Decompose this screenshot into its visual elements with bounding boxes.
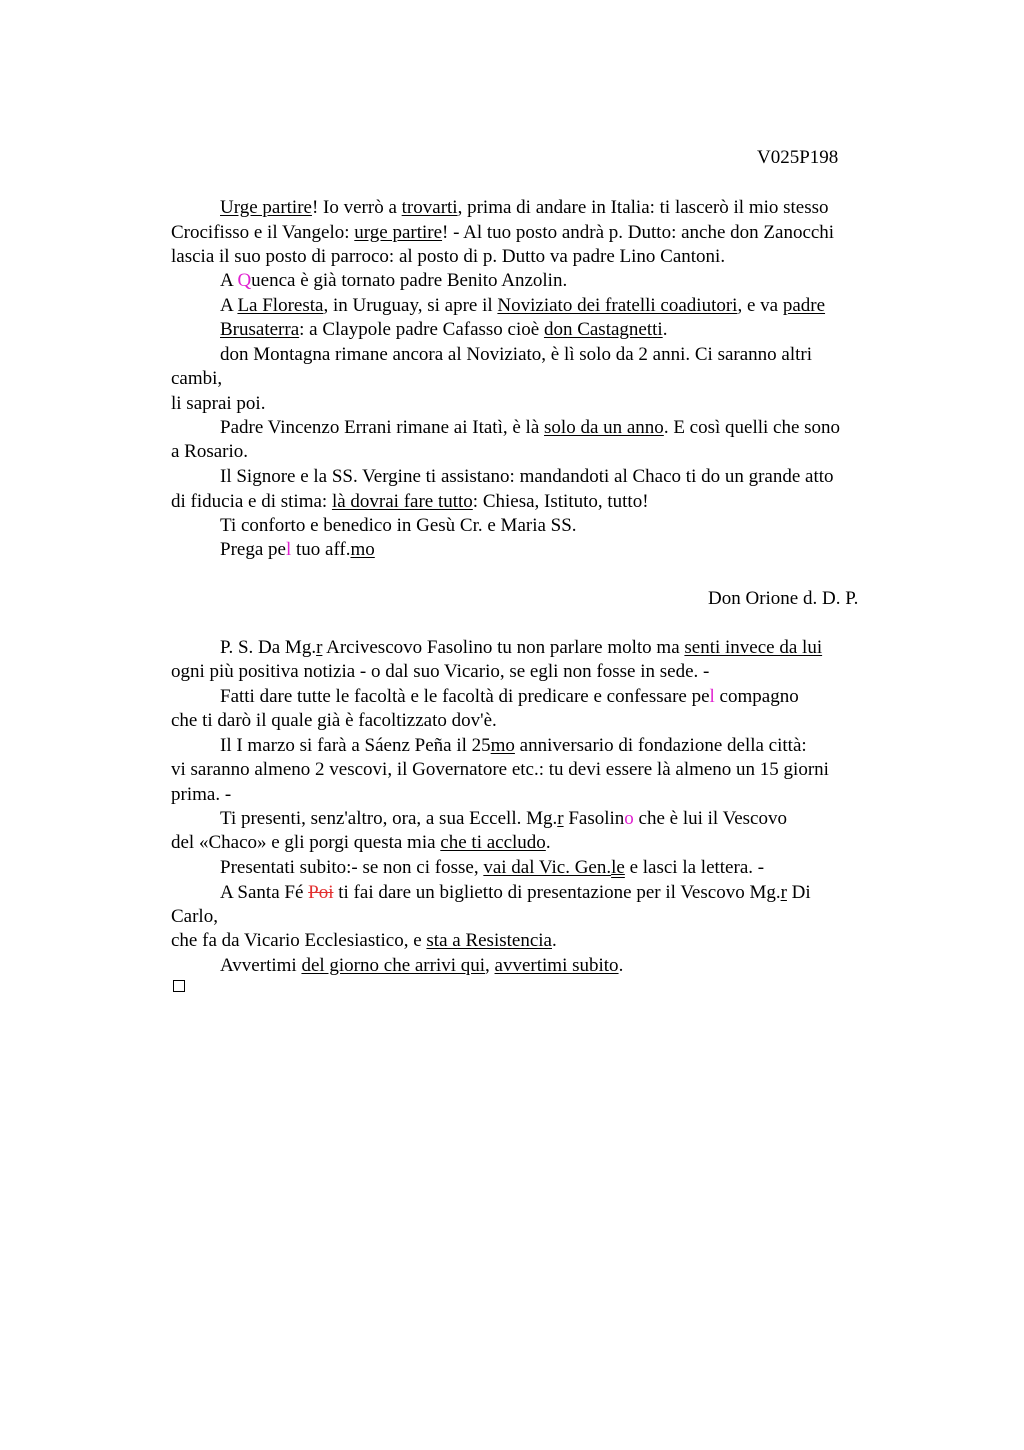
underlined-text: sta a Resistencia [426, 930, 552, 951]
underlined-text: don Castagnetti [543, 319, 663, 340]
underlined-text: che ti accludo [440, 832, 546, 853]
underlined-text: r [316, 637, 323, 658]
letter-line-3: lascia il suo posto di parroco: al posto di p. Dutto va padre Lino Cantoni. [171, 246, 726, 267]
letter-line-7: don Montagna rimane ancora al Noviziato, è lì solo da 2 anni. Ci saranno altri [220, 344, 812, 365]
underlined-text: La Floresta [237, 295, 324, 316]
postscript-line-11: A Santa Fé Poi ti fai dare un biglietto di presentazione per il Vescovo Mg.r Di [220, 882, 811, 903]
editorial-correction: l [285, 539, 292, 560]
postscript-line-9: del «Chaco» e gli porgi questa mia che ti accludo. [171, 832, 551, 853]
postscript-line-8: Ti presenti, senz'altro, ora, a sua Eccell. Mg.r Fasolino che è lui il Vescovo [220, 808, 787, 829]
signature: Don Orione d. D. P. [708, 588, 859, 609]
underlined-text: r [557, 808, 564, 829]
letter-line-9: li saprai poi. [171, 393, 266, 414]
struck-out-text: Poi [308, 882, 334, 903]
underlined-text: vai dal Vic. Gen. [483, 857, 612, 878]
letter-line-8: cambi, [171, 368, 223, 389]
editorial-correction: Q [237, 270, 252, 291]
letter-line-6: Brusaterra: a Claypole padre Cafasso cioè don Castagnetti. [220, 319, 668, 340]
letter-line-13: di fiducia e di stima: là dovrai fare tutto: Chiesa, Istituto, tutto! [171, 491, 649, 512]
underlined-text: trovarti [401, 197, 458, 218]
postscript-line-13: che fa da Vicario Ecclesiastico, e sta a Resistencia. [171, 930, 557, 951]
underlined-text: r [780, 882, 787, 903]
editorial-correction: o [624, 808, 634, 829]
letter-line-2: Crocifisso e il Vangelo: urge partire! - Al tuo posto andrà p. Dutto: anche don Zanocchi [171, 222, 835, 243]
postscript-line-1: P. S. Da Mg.r Arcivescovo Fasolino tu non parlare molto ma senti invece da lui [220, 637, 823, 658]
postscript-line-3: Fatti dare tutte le facoltà e le facoltà di predicare e confessare pel compagno [220, 686, 799, 707]
postscript-line-5: Il I marzo si farà a Sáenz Peña il 25mo anniversario di fondazione della città: [220, 735, 807, 756]
editorial-correction: l [709, 686, 715, 707]
underlined-text: solo da un anno [544, 417, 664, 438]
letter-line-5: A La Floresta, in Uruguay, si apre il Noviziato dei fratelli coadiutori, e va padre [220, 295, 826, 316]
document-reference: V025P198 [757, 147, 839, 168]
underlined-text: Noviziato dei fratelli coadiutori [497, 295, 738, 316]
postscript-line-4: che ti darò il quale già è facoltizzato dov'è. [171, 710, 497, 731]
underlined-text: avvertimi subito [494, 955, 619, 976]
end-marker-box [173, 980, 185, 992]
underlined-text: là dovrai fare tutto [331, 491, 473, 512]
postscript-line-12: Carlo, [171, 906, 218, 927]
letter-line-14: Ti conforto e benedico in Gesù Cr. e Maria SS. [220, 515, 577, 536]
postscript-line-2: ogni più positiva notizia - o dal suo Vicario, se egli non fosse in sede. - [171, 661, 710, 682]
letter-line-4: A Quenca è già tornato padre Benito Anzolin. [220, 270, 568, 291]
underlined-text: Brusaterra [220, 319, 300, 340]
letter-line-15: Prega pel tuo aff.mo [220, 539, 375, 560]
underlined-text: padre [782, 295, 826, 316]
postscript-line-14: Avvertimi del giorno che arrivi qui, avvertimi subito. [220, 955, 624, 976]
underlined-text: urge partire [354, 222, 443, 243]
underlined-text: Urge partire [220, 197, 312, 218]
underlined-text: mo [350, 539, 375, 560]
underlined-text: del giorno che arrivi qui [301, 955, 486, 976]
double-underlined-text: le [611, 857, 625, 878]
underlined-text: mo [490, 735, 515, 756]
letter-line-12: Il Signore e la SS. Vergine ti assistano: mandandoti al Chaco ti do un grande atto [220, 466, 834, 487]
letter-line-11: a Rosario. [171, 441, 249, 462]
letter-line-1: Urge partire! Io verrò a trovarti, prima di andare in Italia: ti lascerò il mio stesso [220, 197, 829, 218]
postscript-line-10: Presentati subito:- se non ci fosse, vai dal Vic. Gen.le e lasci la lettera. - [220, 857, 765, 878]
underlined-text: senti invece da lui [684, 637, 823, 658]
postscript-line-7: prima. - [171, 784, 232, 805]
postscript-line-6: vi saranno almeno 2 vescovi, il Governatore etc.: tu devi essere là almeno un 15 giorni [171, 759, 829, 780]
letter-line-10: Padre Vincenzo Errani rimane ai Itatì, è là solo da un anno. E così quelli che sono [220, 417, 841, 438]
